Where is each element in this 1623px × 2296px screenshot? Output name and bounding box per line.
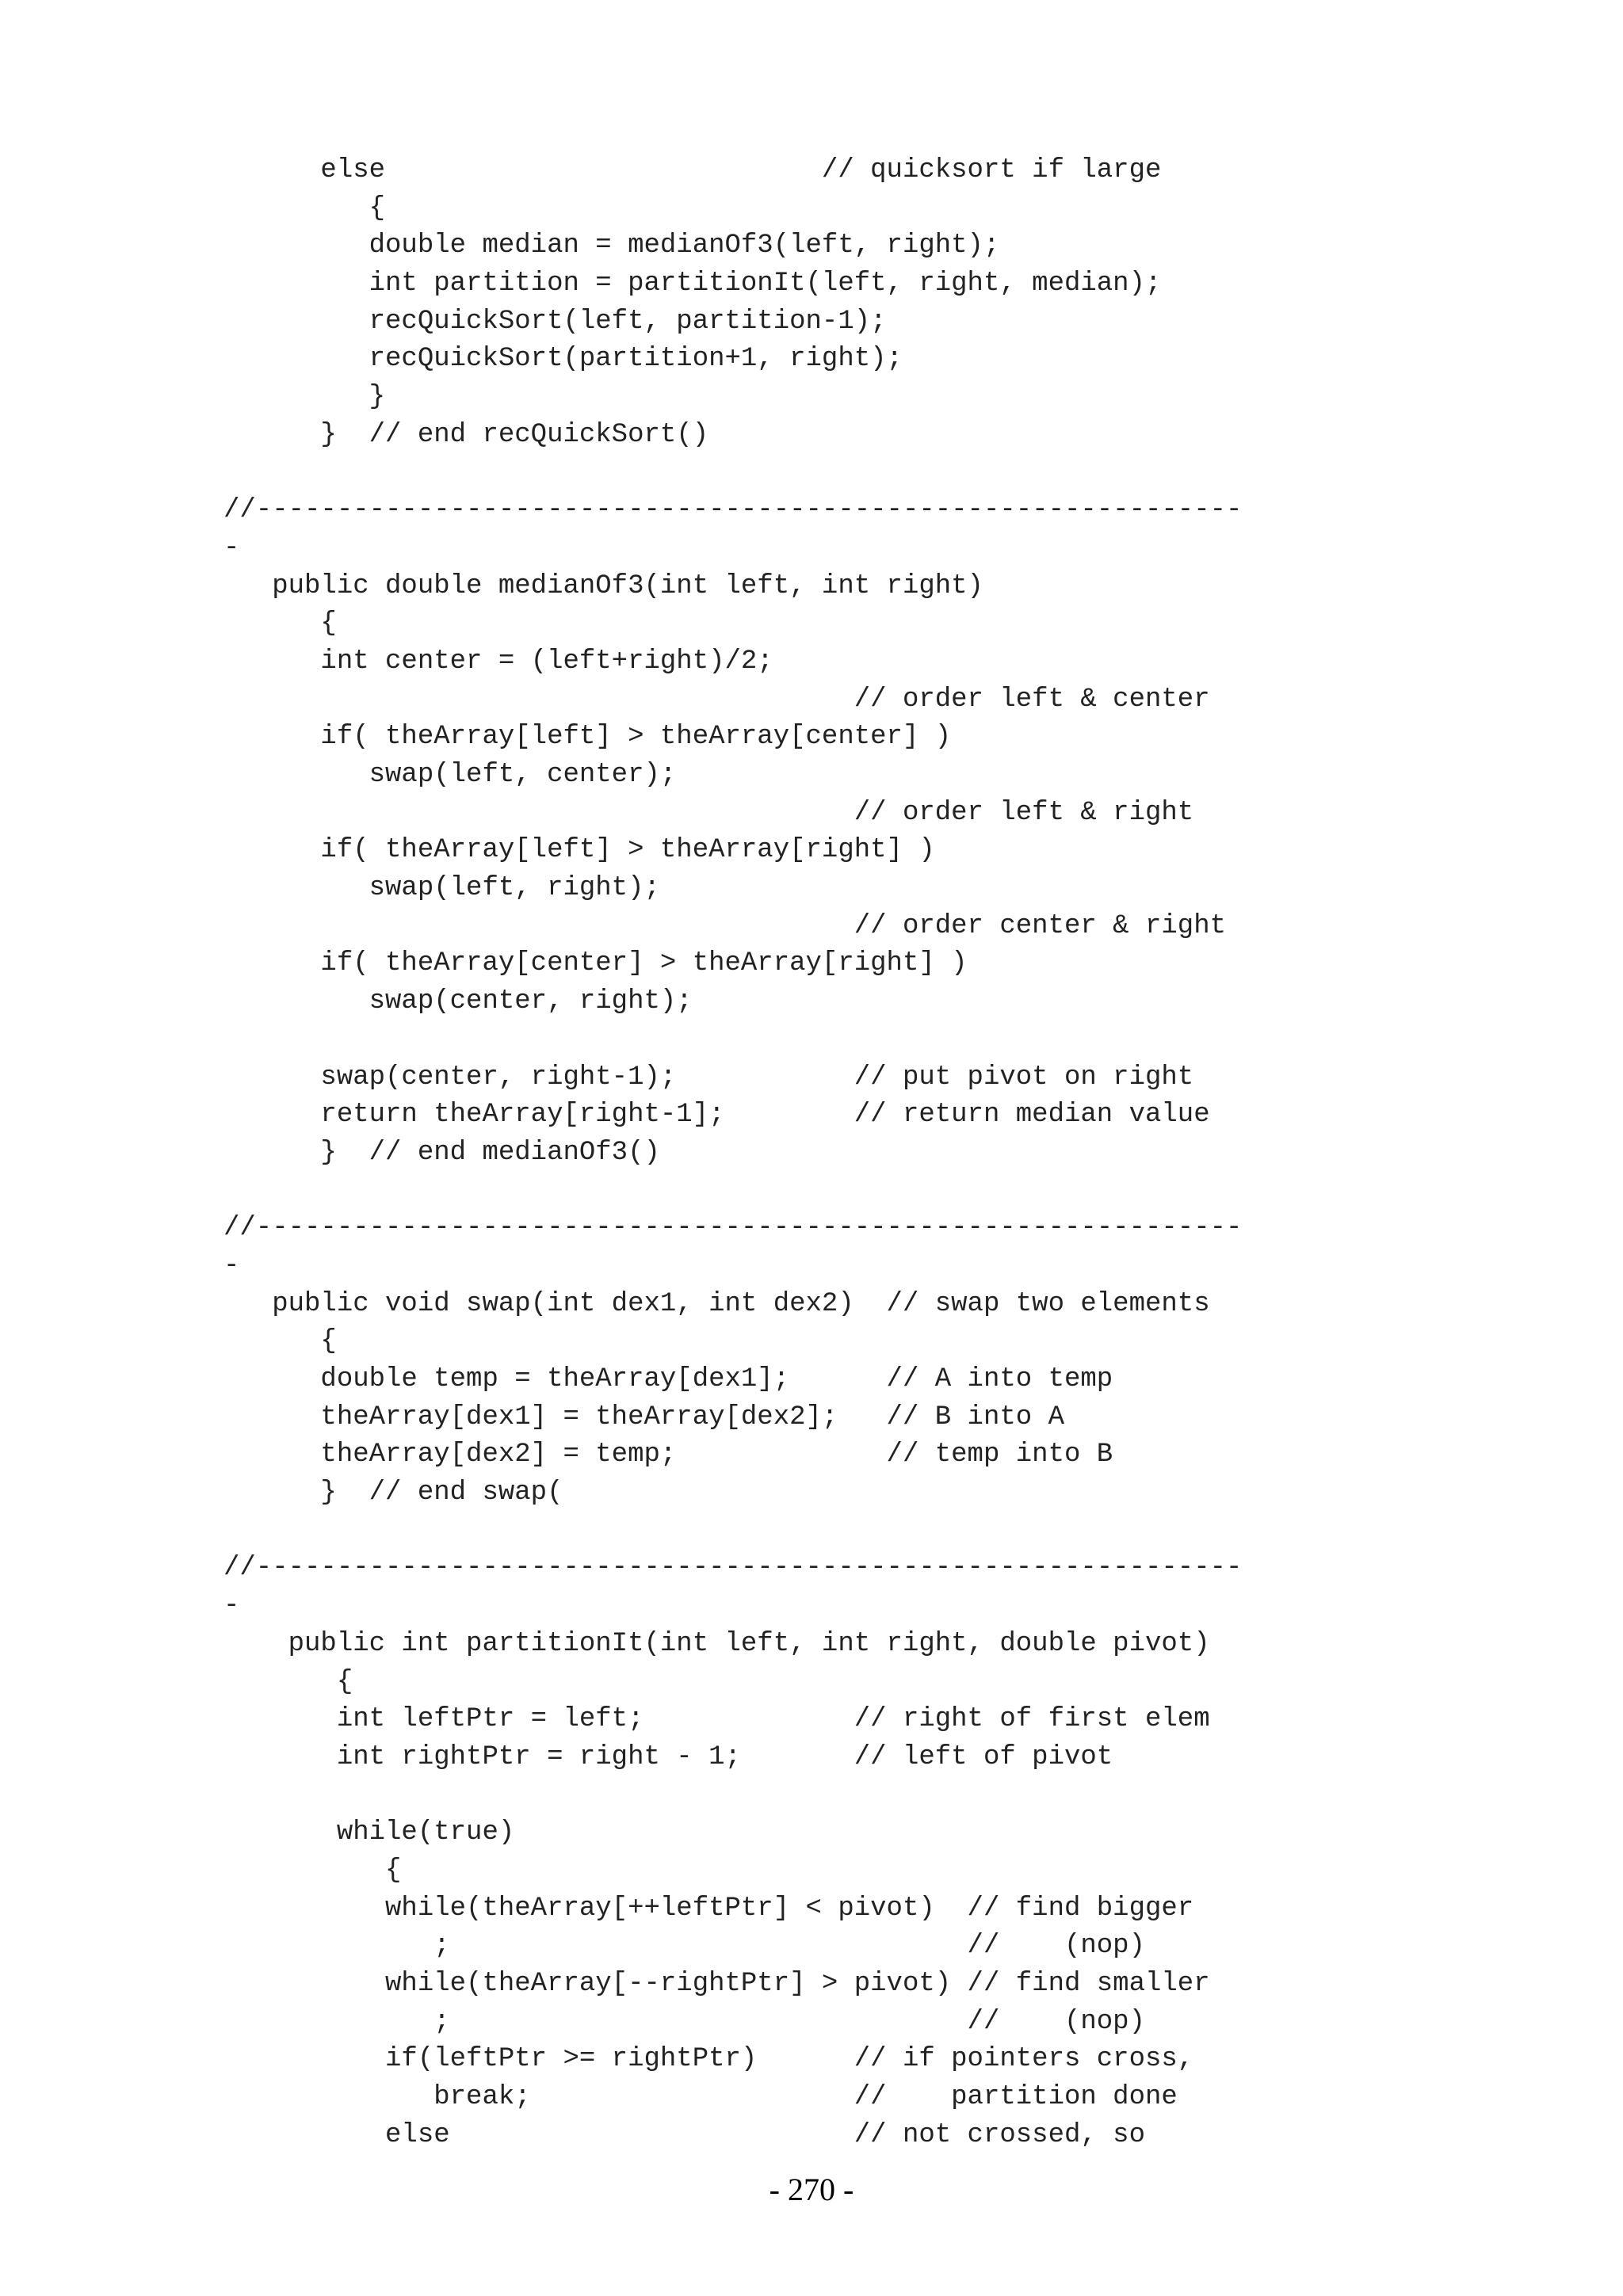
code-line: else // not crossed, so [223,2119,1145,2150]
code-line [223,1021,1571,1059]
code-line: int leftPtr = left; // right of first elem [223,1704,1210,1735]
code-line: return theArray[right-1]; // return median value [223,1100,1210,1131]
code-line: { [223,193,386,223]
code-line: else // quicksort if large [223,155,1162,185]
page-number: - 270 - [769,2172,854,2207]
code-line: recQuickSort(partition+1, right); [223,344,903,375]
code-line: if( theArray[center] > theArray[right] ) [223,948,968,979]
code-line: int center = (left+right)/2; [223,646,773,677]
code-line: swap(left, center); [223,760,677,790]
code-line: } [223,382,386,413]
code-line: theArray[dex1] = theArray[dex2]; // B into A [223,1402,1064,1432]
code-line: public double medianOf3(int left, int right) [223,570,983,601]
code-line: public void swap(int dex1, int dex2) // swap two elements [223,1288,1210,1319]
code-line: int rightPtr = right - 1; // left of pivot [223,1741,1113,1772]
code-line [223,1173,1571,1211]
code-listing [223,152,1571,2154]
code-line: while(theArray[++leftPtr] < pivot) // find bigger [223,1893,1194,1924]
code-line: } // end recQuickSort() [223,419,709,450]
code-line: - [223,1250,240,1281]
code-line: swap(center, right); [223,986,693,1017]
code-line: theArray[dex2] = temp; // temp into B [223,1440,1113,1470]
code-line: // order center & right [223,910,1227,941]
code-line: //------------------------------------------------------------- [223,1553,1243,1584]
code-line: } // end medianOf3() [223,1137,660,1168]
code-line: - [223,1591,240,1622]
code-line [223,455,1571,493]
code-line: // order left & center [223,684,1210,715]
code-line: { [223,1855,402,1886]
code-line: if( theArray[left] > theArray[center] ) [223,722,952,753]
code-line: { [223,1326,337,1357]
code-line: if( theArray[left] > theArray[right] ) [223,835,935,866]
code-line: { [223,608,337,639]
code-line: break; // partition done [223,2082,1178,2113]
code-line: { [223,1666,353,1697]
code-line: swap(center, right-1); // put pivot on right [223,1062,1194,1093]
code-line: while(theArray[--rightPtr] > pivot) // find smaller [223,1969,1210,1999]
code-line: double median = medianOf3(left, right); [223,231,1000,261]
code-line: public int partitionIt(int left, int right, double pivot) [223,1628,1210,1659]
code-line: while(true) [223,1817,515,1848]
code-line: recQuickSort(left, partition-1); [223,306,887,337]
code-line: double temp = theArray[dex1]; // A into temp [223,1364,1113,1394]
code-line: swap(left, right); [223,873,660,904]
code-line: //------------------------------------------------------------- [223,495,1243,526]
code-line [223,1512,1571,1550]
code-line: ; // (nop) [223,2006,1145,2037]
code-line: if(leftPtr >= rightPtr) // if pointers cross, [223,2044,1194,2075]
code-line: ; // (nop) [223,1931,1145,1962]
code-line [223,1777,1571,1815]
code-line: // order left & right [223,797,1194,828]
code-line: } // end swap( [223,1478,563,1508]
code-line: //------------------------------------------------------------- [223,1213,1243,1244]
code-line: int partition = partitionIt(left, right, median); [223,269,1162,299]
code-line: - [223,532,240,563]
